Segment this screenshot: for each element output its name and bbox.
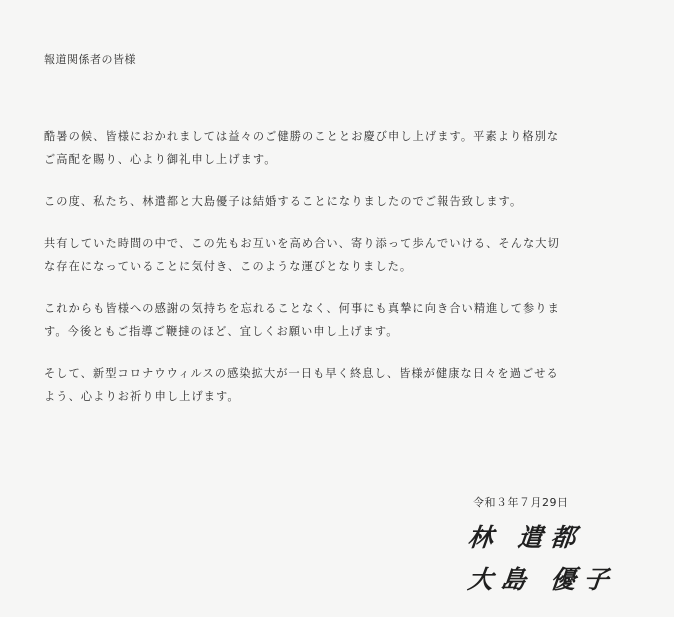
letter-date: 令和３年７月29日 [473, 496, 569, 509]
paragraph-announcement: この度、私たち、林遣都と大島優子は結婚することになりましたのでご報告致します。 [44, 195, 523, 208]
signature-oshima-yuko: 大島 優子 [466, 565, 619, 594]
paragraph-gratitude: これからも皆様への感謝の気持ちを忘れることなく、何事にも真摯に向き合い精進して参りま す。今後ともご指導ご鞭撻のほど、宜しくお願い申し上げます。 [44, 302, 560, 338]
paragraph-reason: 共有していた時間の中で、この先もお互いを高め合い、寄り添って歩んでいける、そんな大切 な存在になっていることに気付き、このような運びとなりました。 [44, 237, 560, 273]
paragraph-greeting: 酷暑の候、皆様におかれましては益々のご健勝のこととお慶び申し上げます。平素より格別な ご高配を賜り、心より御礼申し上げます。 [44, 130, 560, 166]
paragraph-closing-wish: そして、新型コロナウウィルスの感染拡大が一日も早く終息し、皆様が健康な日々を過ごせる よう、心よりお祈り申し上げます。 [44, 367, 559, 403]
signature-hayashi-kento: 林 遣都 [466, 523, 586, 552]
addressee-line: 報道関係者の皆様 [44, 53, 136, 66]
letter-body [44, 125, 640, 427]
